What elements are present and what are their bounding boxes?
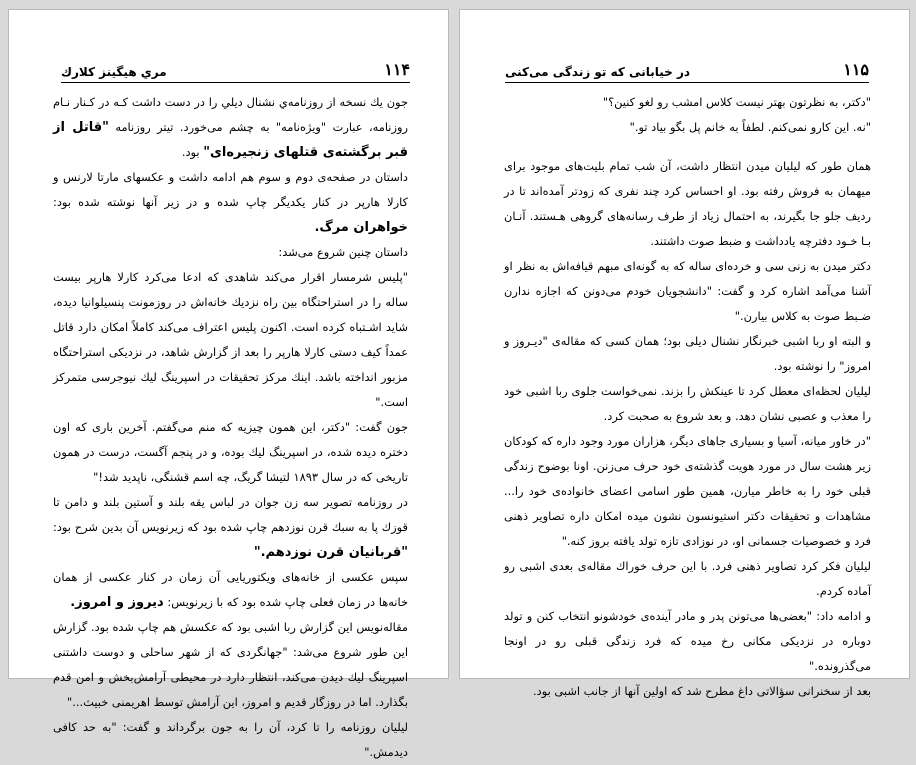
bold-text: ديروز و امروز. [70,595,164,610]
paragraph-text: "در خاور ميانه، آسيا و بسيارى جاهاى ديگر، هزاران مورد وجود داره كه كودكان زير هشت سال در مورد هويت گذشته‌ى خود حرف مى‌زنن. اونا بوضوح زندگى قبلى خود را به خاطر ميارن، همين طور اسامى اعضاى خانواده‌ى خود را... مشاهدات و تحقيقات دكتر استيونسون نشون ميده امكان داره تصاوير ذهنى فرد و خصوصيات جسمانى او، در نوزادى تازه تولد يافته بروز كنه." [504,434,871,548]
paragraph-text: جون يك نسخه از روزنامه‌ي نشنال ديلي را در دست داشت كـه در كـنار نـام روزنامه، عبارت "ويژه‌نامه" به چشم مى‌خورد. تيتر روزنامه [53,95,408,134]
paragraph [53,165,408,240]
paragraph-text: بعد از سخنرانى سؤالاتى داغ مطرح شد كه اولين آنها از جانب اشبى بود. [533,684,871,698]
paragraph-text: همان طور كه ليليان ميدن انتظار داشت، آن شب تمام بليت‌هاى موجود براى ميهمان به فروش رفته بود. او احساس كرد چند نفرى كه زودتر آمده‌اند تا در رديف جلو جا بگيرند، به احتمال زياد از طرف رسانه‌هاى گروهى هـستند. آنـان بـا خـود دفترچه يادداشت و ضبط صوت داشتند. [504,159,871,248]
paragraph-text: و ادامه داد: "بعضى‌ها مى‌تونن پدر و مادر آينده‌ى خودشونو انتخاب كنن و تولد دوباره در نزديكى مكانى رخ ميده كه فرد زندگى قبلى رو در اونجا مى‌گذرونده." [504,609,871,673]
paragraph-text: داستان چنين شروع مى‌شد: [278,245,408,259]
paragraph-text: "دكتر، به نظرتون بهتر نيست كلاس امشب رو لغو كنين؟" [602,95,871,109]
paragraph [504,679,871,704]
paragraph-text: جون گفت: "دكتر، اين همون چيزيه كه منم مى‌گفتم. آخرين بارى كه اون دختره ديده شده، در اسپرينگ ليك بوده، و در پنجم آگست، درست در همون تاريخى كه در سال ۱۸۹۳ لتيشا گريگ، چه اسم قشنگى، ناپديد شد!" [53,420,408,484]
running-title: مري هيگينز كلارك [61,65,167,79]
paragraph [504,154,871,254]
paragraph-text: "پليس شرمسار اقرار مى‌كند شاهدى كه ادعا مى‌كرد كارلا هارپر بيست ساله را در استراحتگاه بين راه نزديك خانه‌اش در روزمونت پنسيلوانيا ديده، شايد اشـتباه كرده است. اكنون پليس اعتراف مى‌كند كاملاً امكان دارد قاتل عمداً كيف دستى كارلا هارپر را بعد از گزارش شاهد، در نزديكى استراحتگاه مزبور انداخته باشد. اينك مركز تحقيقات در اسپرينگ ليك نيوجرسى متمركز است." [53,270,408,409]
paragraph-text: "نه. اين كارو نمى‌كنم. لطفاً به خانم پل بگو بياد تو." [629,120,871,134]
paragraph-text: دكتر ميدن به زنى سى و خرده‌اى ساله كه به گونه‌اى مبهم قيافه‌اش به نظر او آشنا مى‌آمد اشاره كرد و گفت: "دانشجويان خودم مى‌دونن كه اجازه ندارن ضـبط صوت به كلاس بيارن." [504,259,871,323]
bold-text: "قاتل از قبر برگشته‌ى قتلهاى زنجيره‌اى" [53,120,408,160]
paragraph [504,90,871,115]
paragraph-text: ليليان فكر كرد تصاوير ذهنى فرد. با اين حرف خوراك مقاله‌ى بعدى اشبى رو آماده كردم. [504,559,871,598]
paragraph [53,240,408,265]
paragraph [504,254,871,329]
paragraph-text: مقاله‌نويس اين گزارش ربا اشبى بود كه عكسش هم چاپ شده بود. گزارش اين طور شروع مى‌شد: "جهانگردى كه از شهر ساحلى و دوست داشتنى اسپرينگ ليك ديدن مى‌كند، انتظار دارد در محيطى آرامش‌بخش و امن قدم بگذارد. اما در روزگار قديم و امروز، اين آرامش توسط اهريمنى خبيث..." [53,620,408,709]
paragraph-text: ليليان لحظه‌اى معطل كرد تا عينكش را بزند. نمى‌خواست جلوى ربا اشبى خود را معذب و عصبى نشان دهد. و بعد شروع به صحبت كرد. [504,384,871,423]
page-body [504,90,871,704]
paragraph [504,429,871,554]
paragraph-text: ليليان روزنامه را تا كرد، آن را به جون برگرداند و گفت: "به حد كافى ديدمش." [53,720,408,759]
paragraph-text: بود. [181,145,204,159]
page-number: ۱۱۴ [384,60,410,79]
paragraph [53,415,408,490]
bold-text: خواهران مرگ. [314,220,408,235]
paragraph [53,715,408,765]
paragraph [53,565,408,615]
paragraph [504,554,871,604]
page-body [53,90,408,765]
paragraph [504,379,871,429]
right-page [459,9,910,698]
paragraph [504,329,871,379]
page-header [505,56,869,83]
paragraph [504,115,871,140]
paragraph-text: و البته او ربا اشبى خبرنگار نشنال ديلى بود؛ همان كسى كه مقاله‌ى "ديـروز و امروز" را نوشته بود. [504,334,871,373]
left-page [8,9,449,759]
paragraph [504,604,871,679]
paragraph-text: سپس عكسى از خانه‌هاى ويكتوريايى آن زمان در كنار عكسى از همان خانه‌ها در زمان فعلى چاپ شده بود كه با زيرنويس: [53,570,408,609]
paragraph-text: در روزنامه تصوير سه زن جوان در لباس يقه بلند و آستين بلند و دامن تا قوزك پا به سبك قرن نوزدهم چاپ شده بود كه زيرنويس آن بدين شرح بود: [53,495,408,534]
paragraph [53,90,408,165]
page-number: ۱۱۵ [843,60,869,79]
paragraph [53,615,408,715]
paragraph [53,265,408,415]
paragraph-text: داستان در صفحه‌ى دوم و سوم هم ادامه داشت و عكسهاى مارتا لارنس و كارلا هارپر در كنار يكديگر چاپ شده و در زير آنها نوشته شده بود: [53,170,408,209]
bold-text: "قربانيان قرن نوزدهم." [253,545,408,560]
page-header [61,56,410,83]
running-title: در خيابانى كه تو زندگى مى‌كنى [505,65,691,79]
paragraph [53,490,408,565]
